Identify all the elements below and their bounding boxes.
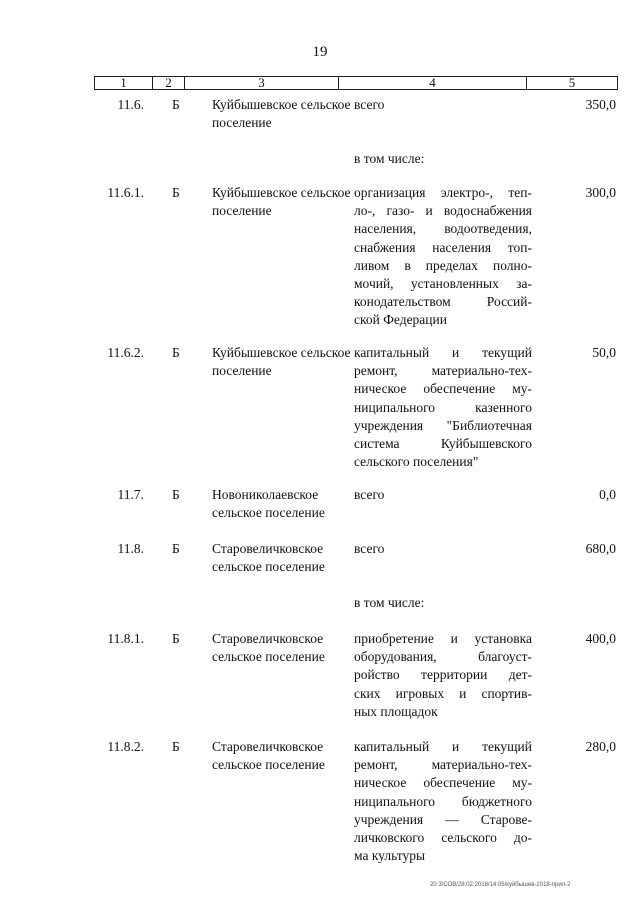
description-line: ниципального казенного xyxy=(354,399,532,415)
row-amount: 400,0 xyxy=(585,631,616,646)
row-amount: 350,0 xyxy=(585,97,616,112)
description-line: ническое обеспечение му- xyxy=(354,381,532,397)
row-category: Б xyxy=(172,541,180,556)
row-description xyxy=(354,486,532,504)
page-number: 19 xyxy=(312,44,328,60)
footer-note: 20 3/СОВ/28.02.2018/14:05/куйбышев-2018-прил-2 xyxy=(430,882,571,888)
description-line: система Куйбышевского xyxy=(354,436,532,452)
description-line: капитальный и текущий xyxy=(354,345,532,360)
description-line: ных площадок xyxy=(354,703,438,719)
description-line: организация электро-, теп- xyxy=(354,185,532,200)
description-line: ремонт, материально-тех- xyxy=(354,757,532,773)
row-amount: 0,0 xyxy=(599,487,616,502)
row-category: Б xyxy=(172,631,180,646)
description-line: ремонт, материально-тех- xyxy=(354,363,532,379)
row-category: Б xyxy=(172,185,180,200)
description-line: капитальный и текущий xyxy=(354,739,532,754)
row-number: 11.6.2. xyxy=(107,345,144,360)
row-description xyxy=(354,540,532,558)
row-category: Б xyxy=(172,487,180,502)
column-header-5: 5 xyxy=(568,75,576,90)
description-line: населения, водоотведения, xyxy=(354,221,532,237)
column-header-3: 3 xyxy=(185,77,339,89)
row-description xyxy=(354,96,532,114)
row-description xyxy=(354,150,532,168)
column-header-4: 4 xyxy=(339,77,527,89)
description-line: приобретение и установка xyxy=(354,631,532,646)
column-header-2: 2 xyxy=(153,77,185,89)
row-category: Б xyxy=(172,97,180,112)
row-number: 11.6.1. xyxy=(107,185,144,200)
row-number: 11.8.1. xyxy=(107,631,144,646)
row-category: Б xyxy=(172,739,180,754)
row-category: Б xyxy=(172,345,180,360)
row-municipality: Новониколаевское сельское поселение xyxy=(212,487,325,521)
description-line: снабжения населения топ- xyxy=(354,239,532,255)
description-line: личковского сельского до- xyxy=(354,830,532,846)
column-header-1: 1 xyxy=(95,77,153,89)
row-amount: 50,0 xyxy=(592,345,616,360)
row-number: 11.6. xyxy=(117,97,144,112)
description-line: ма культуры xyxy=(354,848,426,864)
row-number: 11.8. xyxy=(117,541,144,556)
row-municipality: Куйбышевское сельское поселение xyxy=(212,97,351,131)
row-municipality: Старовеличковское сельское поселение xyxy=(212,631,325,665)
row-municipality: Старовеличковское сельское поселение xyxy=(212,739,325,773)
description-line: сельского поселения" xyxy=(354,454,479,470)
description-line: ливом в пределах полно- xyxy=(354,257,532,273)
description-line: ническое обеспечение му- xyxy=(354,775,532,791)
row-municipality: Старовеличковское сельское поселение xyxy=(212,541,325,575)
description-line: ройство территории дет- xyxy=(354,667,532,683)
description-line: оборудования, благоуст- xyxy=(354,649,532,665)
description-line: учреждения — Старове- xyxy=(354,811,532,827)
description-line: всего xyxy=(354,97,385,112)
description-line: мочий, установленных за- xyxy=(354,276,532,292)
description-line: ло-, газо- и водоснабжения xyxy=(354,203,532,219)
row-description xyxy=(354,630,532,721)
description-line: ниципального бюджетного xyxy=(354,793,532,809)
row-municipality: Куйбышевское сельское поселение xyxy=(212,185,351,219)
row-description xyxy=(354,594,532,612)
description-line: ской Федерации xyxy=(354,312,447,328)
description-line: всего xyxy=(354,487,385,502)
row-description xyxy=(354,738,532,865)
description-line: в том числе: xyxy=(354,595,425,610)
table-header xyxy=(94,76,618,90)
description-line: всего xyxy=(354,541,385,556)
description-line: в том числе: xyxy=(354,151,425,166)
row-number: 11.7. xyxy=(117,487,144,502)
row-description xyxy=(354,184,532,330)
row-municipality: Куйбышевское сельское поселение xyxy=(212,345,351,379)
row-description xyxy=(354,344,532,471)
description-line: учреждения "Библиотечная xyxy=(354,417,532,433)
row-amount: 300,0 xyxy=(585,185,616,200)
row-amount: 280,0 xyxy=(585,739,616,754)
row-amount: 680,0 xyxy=(585,541,616,556)
row-number: 11.8.2. xyxy=(107,739,144,754)
description-line: ских игровых и спортив- xyxy=(354,685,532,701)
description-line: конодательством Россий- xyxy=(354,294,532,310)
